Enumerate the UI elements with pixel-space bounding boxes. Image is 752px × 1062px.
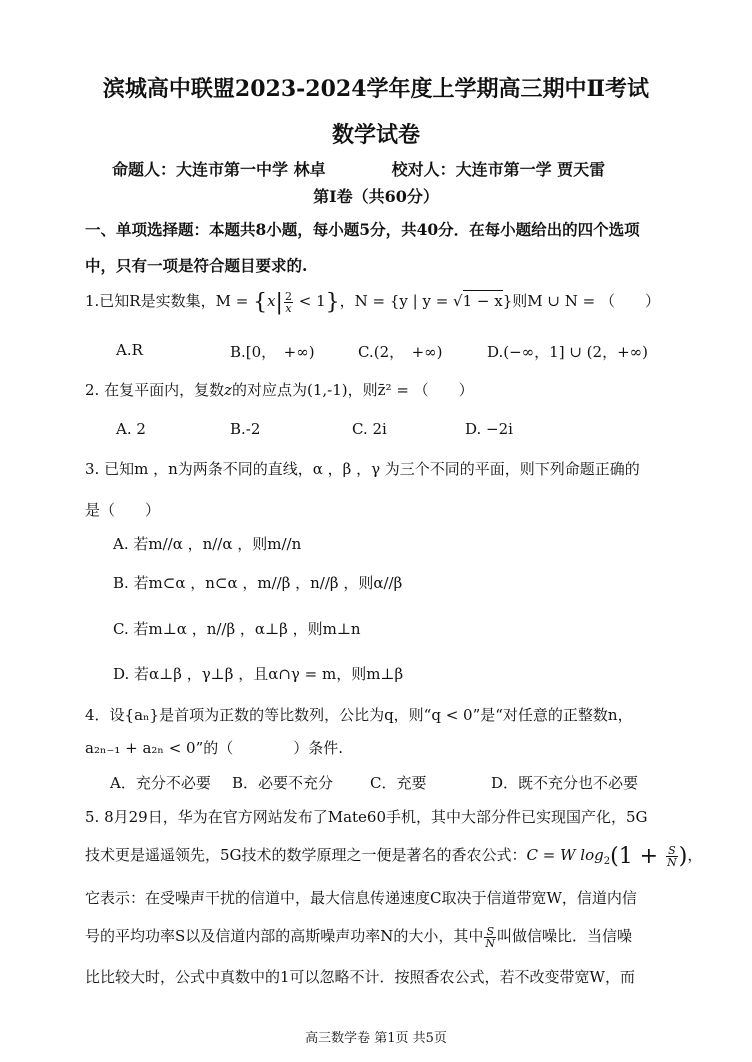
question-5-line3: 它表示：在受噪声干扰的信道中，最大信息传递速度C取决于信道带宽W，信道内信 — [85, 889, 637, 907]
page-footer: 高三数学卷 第1页 共5页 — [305, 1031, 447, 1046]
q2-option-b: B.-2 — [230, 420, 261, 438]
question-4-line1: 4．设{aₙ}是首项为正数的等比数列，公比为q，则“q < 0”是“对任意的正整数n， — [85, 706, 633, 724]
q3-option-a: A. 若m//α ，n//α ，则m//n — [113, 535, 302, 553]
q2-option-a: A. 2 — [116, 420, 146, 438]
question-2: 2. 在复平面内，复数z的对应点为(1,-1)，则z̄² = （ ） — [85, 381, 474, 399]
q2-option-d: D. −2i — [465, 420, 513, 438]
volume-label: 第Ⅰ卷（共60分） — [313, 187, 439, 206]
fraction: $\frac{2}{x}$ — [284, 289, 292, 315]
q1-option-b: B.[0， +∞) — [230, 343, 315, 361]
question-5-line2: 技术更是遥遥领先，5G技术的数学原理之一便是著名的香农公式：C = W $\log_2(1$ + $\frac{S}{N}$ )， — [85, 843, 703, 869]
fraction: $\frac{S}{N}$ — [485, 924, 496, 950]
q1-option-a: A.R — [116, 341, 143, 359]
question-1: 1.已知R是实数集，M = {x| $\frac{2}{x}$ < 1}，N = {y | y = √1 − x}则M ∪ N = （ ） — [85, 289, 660, 315]
question-5-line4: 号的平均功率S以及信道内部的高斯噪声功率N的大小，其中 $\frac{S}{N}$ 叫做信噪比．当信噪 — [85, 924, 633, 950]
fraction: $\frac{S}{N}$ — [667, 843, 677, 869]
q2-option-c: C. 2i — [352, 420, 387, 438]
q4-option-c: C．充要 — [370, 774, 427, 792]
author-left: 命题人：大连市第一中学 林卓 — [112, 160, 326, 179]
q1-option-d: D.(−∞，1] ∪ (2，+∞) — [487, 343, 648, 361]
q3-option-d: D. 若α⊥β ，γ⊥β ，且α∩γ = m，则m⊥β — [113, 665, 404, 683]
section-heading-line2: 中，只有一项是符合题目要求的. — [85, 256, 308, 275]
q4-option-b: B．必要不充分 — [232, 774, 334, 792]
authors-line — [112, 157, 605, 180]
question-5-line1: 5. 8月29日，华为在官方网站发布了Mate60手机，其中大部分件已实现国产化，5G — [85, 808, 648, 826]
q4-option-d: D．既不充分也不必要 — [491, 774, 639, 792]
q4-option-a: A．充分不必要 — [110, 774, 211, 792]
exam-title: 滨城高中联盟2023-2024学年度上学期高三期中Ⅱ考试 — [102, 76, 650, 102]
q3-option-b: B. 若m⊂α ，n⊂α ，m//β ，n//β ，则α//β — [113, 574, 403, 592]
q1-option-c: C.(2， +∞) — [358, 343, 443, 361]
question-5-line5: 比比较大时，公式中真数中的1可以忽略不计．按照香农公式，若不改变带宽W，而 — [85, 968, 635, 986]
question-3-line1: 3. 已知m ，n为两条不同的直线，α ，β ，γ 为三个不同的平面，则下列命题正确的 — [85, 460, 640, 478]
section-heading-line1: 一、单项选择题：本题共8小题，每小题5分，共40分．在每小题给出的四个选项 — [85, 220, 640, 239]
q3-option-c: C. 若m⊥α ，n//β ，α⊥β ，则m⊥n — [113, 620, 361, 638]
question-3-line2: 是（ ） — [85, 501, 161, 519]
question-4-line2: a₂ₙ₋₁ + a₂ₙ < 0”的（ ）条件. — [85, 739, 344, 757]
author-right: 校对人：大连市第一学 贾天雷 — [391, 160, 606, 179]
exam-subtitle: 数学试卷 — [331, 122, 420, 148]
